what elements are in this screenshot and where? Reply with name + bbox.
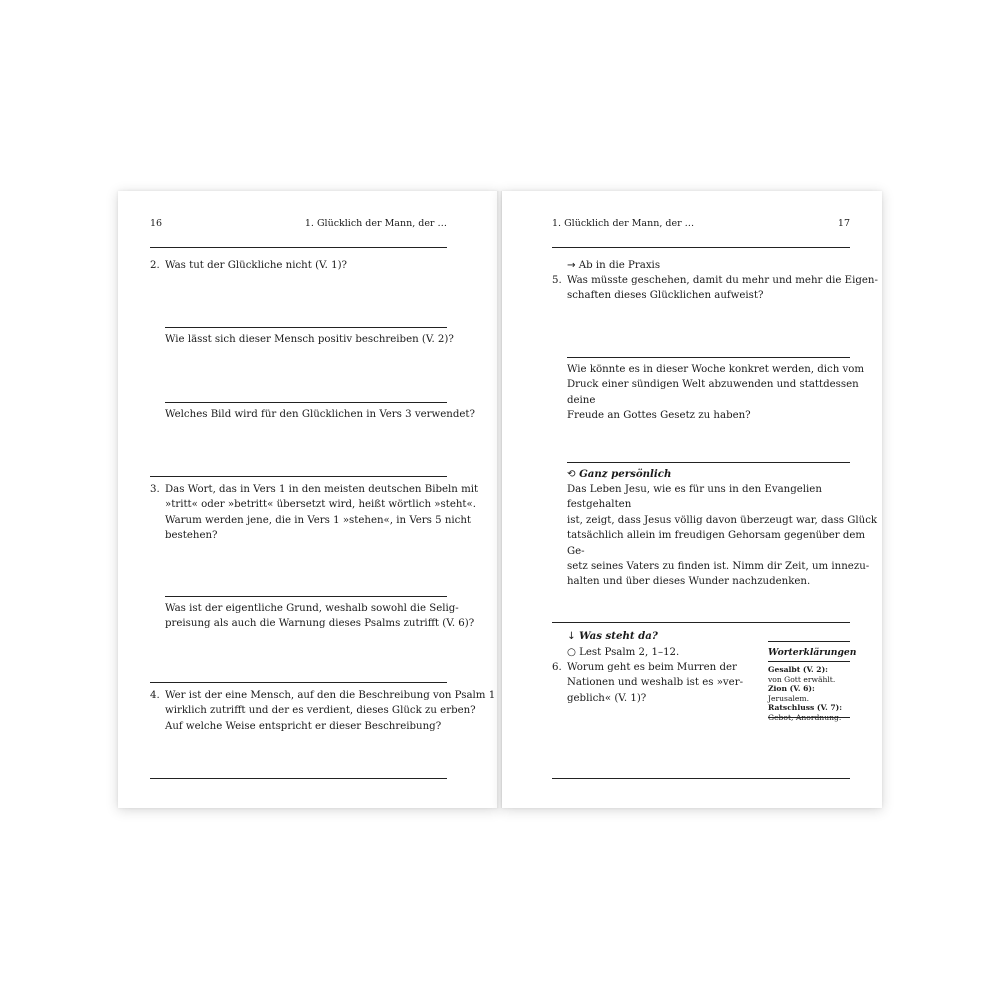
praxis-heading	[567, 258, 660, 273]
question-number-2: 2.	[150, 260, 160, 271]
praxis-label: Ab in die Praxis	[578, 260, 661, 271]
question-number-6: 6.	[552, 662, 562, 673]
glossary-entry: Ratschluss (V. 7): Gebot, Anordnung.	[768, 703, 843, 722]
right-page	[502, 191, 882, 808]
question-5b-text: Wie könnte es in dieser Woche konkret werden, dich vom Druck einer sündigen Welt abzuwenden und stattdessen deine Freude an Gottes Gesetz zu haben?	[567, 364, 865, 422]
answer-line[interactable]	[567, 462, 850, 463]
question-2b-text: Wie lässt sich dieser Mensch positiv beschreiben (V. 2)?	[165, 334, 454, 345]
question-number-3: 3.	[150, 484, 160, 495]
answer-line[interactable]	[150, 476, 447, 477]
glossary-list	[768, 665, 852, 723]
read-instruction: ○ Lest Psalm 2, 1–12.	[567, 647, 680, 658]
question-2a-text: Was tut der Glückliche nicht (V. 1)?	[165, 260, 348, 271]
answer-line[interactable]	[165, 327, 447, 328]
answer-line[interactable]	[552, 622, 850, 623]
question-number-5: 5.	[552, 275, 562, 286]
header-rule-right	[552, 247, 850, 248]
question-5a-text: Was müsste geschehen, damit du mehr und mehr die Eigen- schaften dieses Glücklichen aufweist?	[567, 275, 878, 302]
page-number-right: 17	[837, 218, 850, 229]
personal-heading: ⟲ Ganz persönlich	[567, 468, 672, 480]
glossary-top-rule	[768, 641, 850, 642]
was-steht-da-heading: ↓ Was steht da?	[567, 630, 658, 642]
answer-line[interactable]	[165, 596, 447, 597]
glossary-title-rule	[768, 661, 850, 662]
answer-line[interactable]	[567, 357, 850, 358]
answer-line[interactable]	[150, 682, 447, 683]
glossary-bottom-rule	[768, 717, 850, 718]
circle-icon: ○	[567, 647, 576, 658]
question-number-4: 4.	[150, 690, 160, 701]
question-2c-text: Welches Bild wird für den Glücklichen in Vers 3 verwendet?	[165, 409, 475, 420]
question-3b-text: Was ist der eigentliche Grund, weshalb sowohl die Selig- preisung als auch die Warnung dieses Psalms zutrifft (V. 6)?	[165, 603, 475, 630]
glossary-title: Worterklärungen	[768, 647, 857, 658]
page-number-left: 16	[150, 218, 163, 229]
glossary-entry: Zion (V. 6): Jerusalem.	[768, 684, 815, 703]
glossary-entry: Gesalbt (V. 2): von Gott erwählt.	[768, 665, 836, 684]
question-6-text: Worum geht es beim Murren der Nationen und weshalb ist es »ver- geblich« (V. 1)?	[567, 662, 744, 704]
header-rule-left	[150, 247, 447, 248]
personal-text: Das Leben Jesu, wie es für uns in den Evangelien festgehalten ist, zeigt, dass Jesus völlig davon überzeugt war, dass Glück tatsächlich allein im freudigen Gehorsam gegenüber dem Ge- setz seines Vaters zu finden ist. Nimm dir Zeit, um innezu- halten und über dieses Wunder nachzudenken.	[567, 484, 878, 588]
left-page	[118, 191, 498, 808]
answer-line[interactable]	[150, 778, 447, 779]
running-head-right: 1. Glücklich der Mann, der …	[552, 218, 695, 229]
answer-line[interactable]	[552, 778, 850, 779]
arrow-down-icon: ↓	[567, 631, 576, 642]
arrow-right-icon: →	[567, 260, 576, 271]
question-3a-text: Das Wort, das in Vers 1 in den meisten deutschen Bibeln mit »tritt« oder »betritt« übersetzt wird, heißt wörtlich »steht«. Warum werden jene, die in Vers 1 »stehen«, in Vers 5 nicht bestehen?	[165, 484, 479, 542]
refresh-icon: ⟲	[567, 469, 576, 480]
running-head-left: 1. Glücklich der Mann, der …	[304, 218, 447, 229]
answer-line[interactable]	[165, 402, 447, 403]
question-4-text: Wer ist der eine Mensch, auf den die Beschreibung von Psalm 1 wirklich zutrifft und der es verdient, dieses Glück zu erben? Auf welche Weise entspricht er dieser Beschreibung?	[165, 690, 496, 732]
